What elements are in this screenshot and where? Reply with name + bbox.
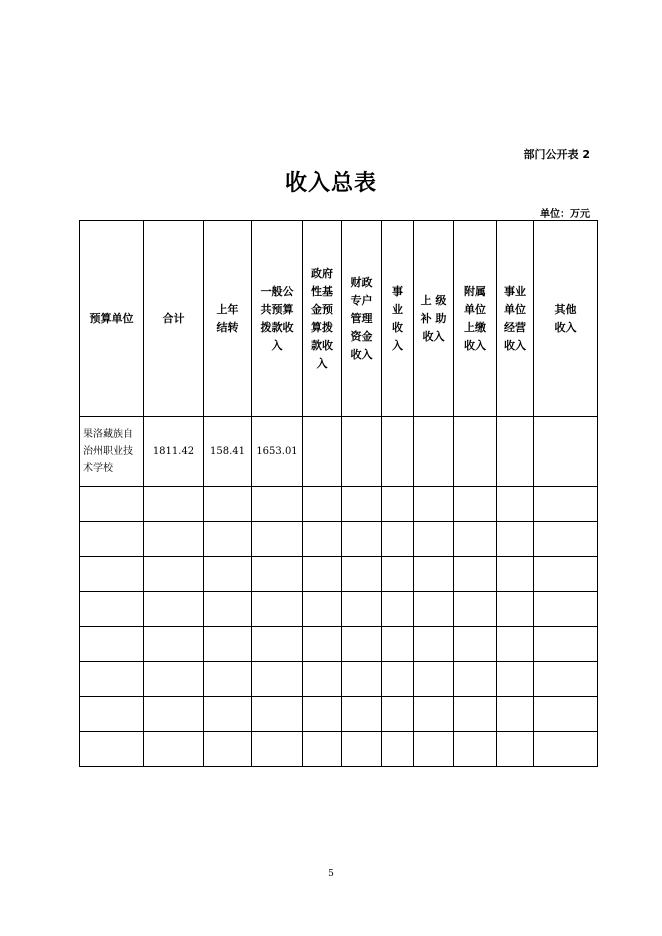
table-cell-empty — [303, 522, 342, 557]
table-cell-empty — [303, 732, 342, 767]
table-cell-empty — [252, 592, 303, 627]
table-cell-empty — [342, 592, 382, 627]
table-cell-empty — [144, 592, 204, 627]
table-cell-empty — [80, 487, 144, 522]
table-row-empty — [80, 627, 598, 662]
table-cell-empty — [204, 627, 252, 662]
table-cell-empty — [414, 592, 454, 627]
table-cell-empty — [497, 627, 534, 662]
table-cell-empty — [144, 697, 204, 732]
header-special-account: 财政 专户 管理 资金 收入 — [342, 221, 382, 417]
table-cell-empty — [342, 662, 382, 697]
table-cell-empty — [534, 662, 598, 697]
table-cell-empty — [144, 522, 204, 557]
table-cell-empty — [497, 662, 534, 697]
table-cell-empty — [534, 627, 598, 662]
table-cell-empty — [252, 487, 303, 522]
table-row-empty — [80, 487, 598, 522]
table-row-empty — [80, 557, 598, 592]
table-cell-empty — [454, 522, 497, 557]
table-cell-empty — [497, 697, 534, 732]
table-cell-empty — [414, 662, 454, 697]
header-budget-unit: 预算单位 — [80, 221, 144, 417]
table-cell-empty — [382, 557, 414, 592]
table-cell-empty — [454, 487, 497, 522]
header-row — [80, 221, 598, 417]
table-cell-empty — [252, 627, 303, 662]
table-cell-empty — [144, 662, 204, 697]
table-cell-empty — [414, 732, 454, 767]
table-cell-empty — [342, 487, 382, 522]
table-cell-empty — [534, 487, 598, 522]
table-row — [80, 417, 598, 487]
table-cell-empty — [497, 557, 534, 592]
table-cell-empty — [382, 627, 414, 662]
table-cell-empty — [342, 697, 382, 732]
table-cell-empty — [414, 487, 454, 522]
table-cell-empty — [252, 732, 303, 767]
header-carryover: 上年 结转 — [204, 221, 252, 417]
header-total: 合计 — [144, 221, 204, 417]
table-cell-empty — [414, 557, 454, 592]
header-other-income: 其他 收入 — [534, 221, 598, 417]
table-cell-empty — [303, 697, 342, 732]
table-cell-empty — [80, 557, 144, 592]
document-code: 部门公开表 2 — [523, 148, 590, 161]
table-cell-empty — [454, 662, 497, 697]
table-cell-empty — [414, 697, 454, 732]
table-cell-empty — [382, 487, 414, 522]
header-general-budget: 一般公 共预算 拨款收 入 — [252, 221, 303, 417]
table-cell-empty — [252, 522, 303, 557]
page-number: 5 — [328, 869, 334, 879]
table-cell-empty — [144, 487, 204, 522]
cell-operating-income — [497, 417, 534, 487]
table-cell-empty — [534, 557, 598, 592]
unit-label: 单位：万元 — [540, 209, 590, 220]
table-cell-empty — [204, 522, 252, 557]
cell-budget-unit: 果洛藏族自治州职业技术学校 — [80, 417, 144, 487]
table-cell-empty — [342, 522, 382, 557]
table-cell-empty — [204, 557, 252, 592]
table-cell-empty — [252, 557, 303, 592]
table-cell-empty — [382, 522, 414, 557]
table-cell-empty — [144, 732, 204, 767]
table-cell-empty — [204, 662, 252, 697]
table-cell-empty — [303, 627, 342, 662]
table-cell-empty — [252, 697, 303, 732]
header-gov-fund: 政府 性基 金预 算拨 款收 入 — [303, 221, 342, 417]
table-cell-empty — [534, 522, 598, 557]
table-row-empty — [80, 732, 598, 767]
table-row-empty — [80, 662, 598, 697]
table-cell-empty — [252, 662, 303, 697]
header-affiliated-income: 附属 单位 上缴 收入 — [454, 221, 497, 417]
table-cell-empty — [342, 627, 382, 662]
page-title: 收入总表 — [284, 171, 377, 196]
table-cell-empty — [303, 662, 342, 697]
header-operating-income: 事业 单位 经营 收入 — [497, 221, 534, 417]
table-cell-empty — [204, 732, 252, 767]
table-cell-empty — [454, 627, 497, 662]
table-cell-empty — [382, 732, 414, 767]
table-cell-empty — [534, 732, 598, 767]
cell-special-account — [342, 417, 382, 487]
cell-business-income — [382, 417, 414, 487]
table-cell-empty — [80, 592, 144, 627]
table-cell-empty — [382, 592, 414, 627]
table-cell-empty — [497, 732, 534, 767]
table-cell-empty — [414, 627, 454, 662]
table-cell-empty — [382, 662, 414, 697]
table-cell-empty — [534, 592, 598, 627]
header-superior-subsidy: 上 级 补 助 收入 — [414, 221, 454, 417]
table-cell-empty — [80, 732, 144, 767]
table-cell-empty — [342, 557, 382, 592]
cell-total: 1811.42 — [144, 417, 204, 487]
cell-superior-subsidy — [414, 417, 454, 487]
table-cell-empty — [144, 627, 204, 662]
cell-other-income — [534, 417, 598, 487]
table-cell-empty — [414, 522, 454, 557]
cell-gov-fund — [303, 417, 342, 487]
header-business-income: 事 业 收 入 — [382, 221, 414, 417]
table-row-empty — [80, 592, 598, 627]
table-cell-empty — [204, 697, 252, 732]
table-cell-empty — [80, 522, 144, 557]
table-cell-empty — [303, 592, 342, 627]
table-cell-empty — [454, 557, 497, 592]
table-cell-empty — [454, 697, 497, 732]
table-cell-empty — [454, 732, 497, 767]
table-cell-empty — [144, 557, 204, 592]
table-cell-empty — [80, 662, 144, 697]
table-cell-empty — [497, 487, 534, 522]
table-cell-empty — [204, 592, 252, 627]
table-cell-empty — [497, 522, 534, 557]
table-cell-empty — [80, 627, 144, 662]
table-cell-empty — [303, 557, 342, 592]
income-summary-table — [79, 220, 598, 767]
table-row-empty — [80, 697, 598, 732]
table-cell-empty — [80, 697, 144, 732]
table-cell-empty — [534, 697, 598, 732]
cell-carryover: 158.41 — [204, 417, 252, 487]
table-cell-empty — [382, 697, 414, 732]
table-row-empty — [80, 522, 598, 557]
table-cell-empty — [497, 592, 534, 627]
cell-general-budget: 1653.01 — [252, 417, 303, 487]
table-cell-empty — [342, 732, 382, 767]
cell-affiliated-income — [454, 417, 497, 487]
table-cell-empty — [303, 487, 342, 522]
table-cell-empty — [454, 592, 497, 627]
table-cell-empty — [204, 487, 252, 522]
